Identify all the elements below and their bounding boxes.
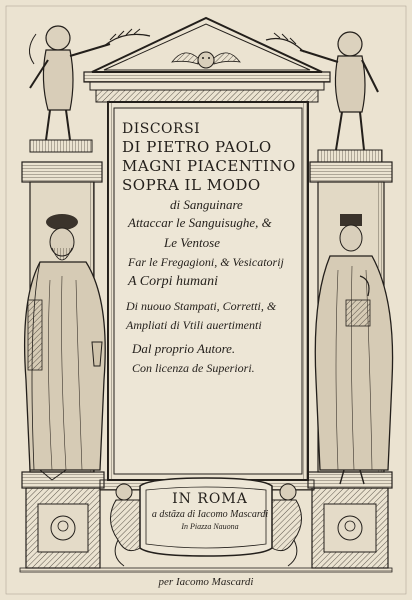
title-line-discorsi: DISCORSI (122, 121, 201, 137)
title-line-sopra: SOPRA IL MODO (122, 176, 261, 194)
title-line-autore: Dal proprio Autore. (132, 341, 236, 356)
imprint-city: IN ROMA (172, 491, 248, 507)
printer-line: per Iacomo Mascardi (158, 576, 254, 588)
title-line-sanguinare: di Sanguinare (170, 197, 243, 212)
title-line-stampati: Di nuouo Stampati, Corretti, & (126, 299, 277, 313)
imprint (150, 492, 270, 548)
title-line-fregagioni: Far le Fregagioni, & Vesicatorij (128, 255, 284, 269)
imprint-address: a dstãza di Iacomo Mascardi (151, 509, 269, 520)
title-text-block (122, 118, 297, 470)
title-line-corpi: A Corpi humani (128, 274, 218, 289)
title-line-author-origin: MAGNI PIACENTINO (122, 157, 296, 175)
title-line-sanguisughe: Attaccar le Sanguisughe, & (128, 215, 272, 230)
winged-head (172, 52, 240, 68)
caryatid-right (272, 484, 302, 566)
title-line-author: DI PIETRO PAOLO (122, 138, 272, 156)
title-line-ampliati: Ampliati di Vtili auertimenti (126, 318, 262, 332)
imprint-street: In Piazza Nauona (181, 522, 239, 531)
title-line-licenza: Con licenza de Superiori. (132, 361, 255, 375)
title-line-ventose: Le Ventose (164, 235, 220, 250)
caryatid-left (110, 484, 140, 566)
